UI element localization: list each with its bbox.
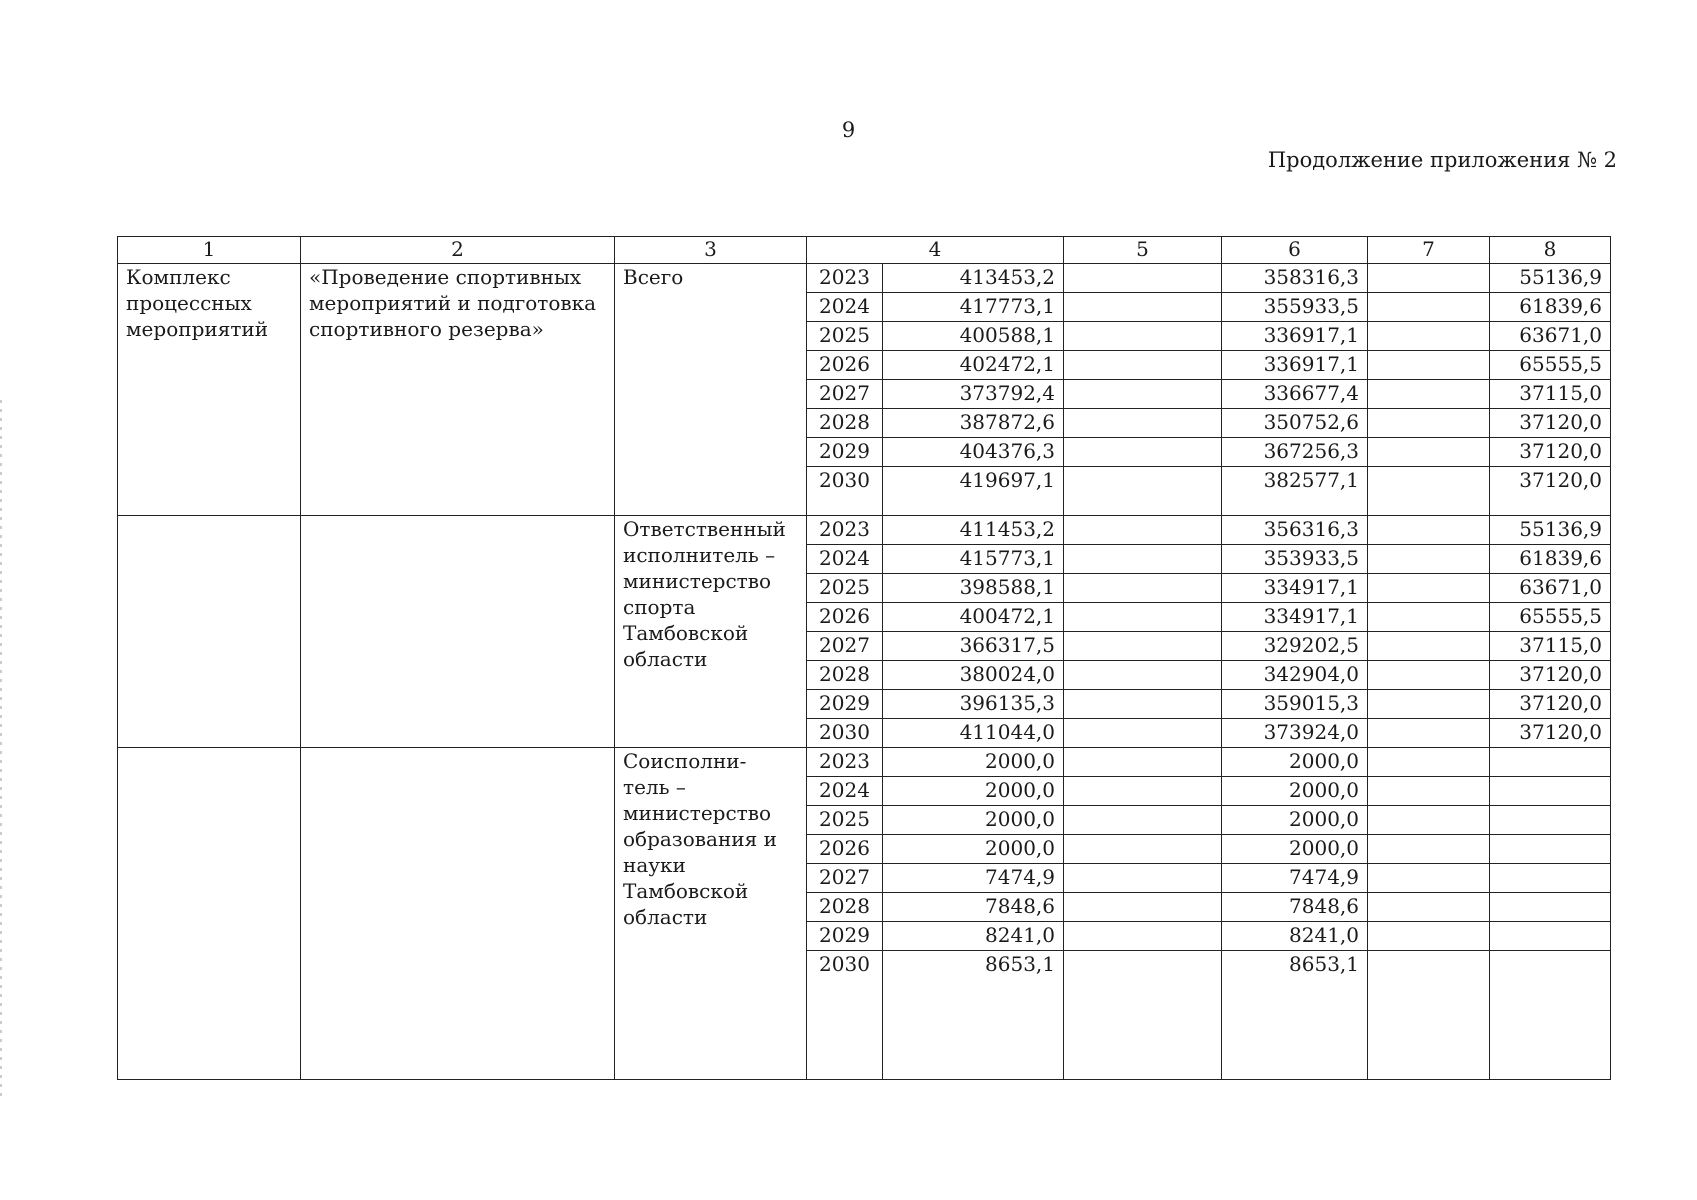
column-number-row (118, 237, 1611, 264)
executor-cell-line: образования и (623, 827, 777, 851)
program-type-cell-line: мероприятий (126, 317, 269, 341)
col8-cell (1490, 893, 1611, 922)
total-cell: 380024,0 (883, 661, 1064, 690)
col8-cell: 61839,6 (1490, 293, 1611, 322)
total-cell: 373792,4 (883, 380, 1064, 409)
col8-cell: 61839,6 (1490, 545, 1611, 574)
col7-cell (1368, 777, 1490, 806)
total-cell: 2000,0 (883, 835, 1064, 864)
col6-cell: 7848,6 (1222, 893, 1368, 922)
col5-cell (1064, 380, 1222, 409)
table-row (118, 264, 1611, 293)
program-type-cell (118, 748, 301, 1080)
col8-cell: 37120,0 (1490, 719, 1611, 748)
col7-cell (1368, 351, 1490, 380)
year-cell: 2025 (807, 322, 883, 351)
col5-cell (1064, 893, 1222, 922)
program-type-cell-line: процессных (126, 291, 252, 315)
year-cell: 2029 (807, 690, 883, 719)
column-header: 5 (1064, 237, 1222, 264)
page-number: 9 (841, 118, 856, 142)
year-cell: 2027 (807, 380, 883, 409)
total-cell: 417773,1 (883, 293, 1064, 322)
executor-cell (615, 516, 807, 748)
year-cell: 2027 (807, 864, 883, 893)
total-cell: 2000,0 (883, 748, 1064, 777)
budget-table (117, 236, 1611, 1080)
col6-cell: 2000,0 (1222, 806, 1368, 835)
col6-cell: 2000,0 (1222, 748, 1368, 777)
col6-cell: 336917,1 (1222, 322, 1368, 351)
col6-cell: 2000,0 (1222, 835, 1368, 864)
year-cell: 2028 (807, 893, 883, 922)
col5-cell (1064, 835, 1222, 864)
col7-cell (1368, 380, 1490, 409)
col6-cell: 8653,1 (1222, 951, 1368, 1080)
col5-cell (1064, 264, 1222, 293)
executor-cell-line: области (623, 647, 708, 671)
col7-cell (1368, 409, 1490, 438)
col8-cell: 37115,0 (1490, 380, 1611, 409)
column-header: 4 (807, 237, 1064, 264)
col6-cell: 353933,5 (1222, 545, 1368, 574)
col8-cell (1490, 835, 1611, 864)
year-cell: 2029 (807, 922, 883, 951)
year-cell: 2024 (807, 777, 883, 806)
col7-cell (1368, 922, 1490, 951)
col7-cell (1368, 951, 1490, 1080)
program-name-cell-line: «Проведение спортивных (309, 265, 582, 289)
executor-cell-line: исполнитель – (623, 543, 776, 567)
total-cell: 400588,1 (883, 322, 1064, 351)
year-cell: 2030 (807, 467, 883, 516)
col5-cell (1064, 603, 1222, 632)
program-name-cell (301, 264, 615, 516)
executor-cell-line: Ответственный (623, 517, 786, 541)
col5-cell (1064, 806, 1222, 835)
table-body (118, 264, 1611, 1080)
col8-cell: 63671,0 (1490, 322, 1611, 351)
col6-cell: 356316,3 (1222, 516, 1368, 545)
col8-cell (1490, 806, 1611, 835)
table-row (118, 516, 1611, 545)
col6-cell: 367256,3 (1222, 438, 1368, 467)
table-row (118, 748, 1611, 777)
executor-cell-line: науки (623, 853, 686, 877)
year-cell: 2023 (807, 516, 883, 545)
col7-cell (1368, 264, 1490, 293)
executor-cell-line: спорта (623, 595, 696, 619)
col7-cell (1368, 467, 1490, 516)
total-cell: 411044,0 (883, 719, 1064, 748)
year-cell: 2029 (807, 438, 883, 467)
col6-cell: 382577,1 (1222, 467, 1368, 516)
col6-cell: 342904,0 (1222, 661, 1368, 690)
total-cell: 415773,1 (883, 545, 1064, 574)
year-cell: 2023 (807, 748, 883, 777)
column-header: 8 (1490, 237, 1611, 264)
col6-cell: 373924,0 (1222, 719, 1368, 748)
col5-cell (1064, 661, 1222, 690)
col7-cell (1368, 893, 1490, 922)
col8-cell: 37120,0 (1490, 438, 1611, 467)
col8-cell: 37120,0 (1490, 409, 1611, 438)
col5-cell (1064, 864, 1222, 893)
col8-cell: 55136,9 (1490, 264, 1611, 293)
col5-cell (1064, 409, 1222, 438)
executor-cell-line: области (623, 905, 708, 929)
program-type-cell (118, 516, 301, 748)
col7-cell (1368, 438, 1490, 467)
col7-cell (1368, 545, 1490, 574)
col7-cell (1368, 864, 1490, 893)
appendix-continuation-label: Продолжение приложения № 2 (1267, 148, 1617, 172)
col7-cell (1368, 322, 1490, 351)
total-cell: 419697,1 (883, 467, 1064, 516)
year-cell: 2025 (807, 574, 883, 603)
total-cell: 8653,1 (883, 951, 1064, 1080)
col6-cell: 334917,1 (1222, 603, 1368, 632)
col5-cell (1064, 516, 1222, 545)
program-name-cell-line: мероприятий и подготовка (309, 291, 597, 315)
total-cell: 2000,0 (883, 777, 1064, 806)
year-cell: 2026 (807, 351, 883, 380)
total-cell: 402472,1 (883, 351, 1064, 380)
col6-cell: 7474,9 (1222, 864, 1368, 893)
executor-cell (615, 264, 807, 516)
total-cell: 366317,5 (883, 632, 1064, 661)
col8-cell: 37115,0 (1490, 632, 1611, 661)
year-cell: 2028 (807, 661, 883, 690)
column-header: 6 (1222, 237, 1368, 264)
col7-cell (1368, 661, 1490, 690)
executor-cell-line: Тамбовской (623, 879, 749, 903)
col8-cell: 65555,5 (1490, 603, 1611, 632)
col7-cell (1368, 690, 1490, 719)
program-type-cell-line: Комплекс (126, 265, 231, 289)
total-cell: 7848,6 (883, 893, 1064, 922)
col5-cell (1064, 777, 1222, 806)
col8-cell (1490, 748, 1611, 777)
col5-cell (1064, 748, 1222, 777)
col6-cell: 358316,3 (1222, 264, 1368, 293)
total-cell: 8241,0 (883, 922, 1064, 951)
year-cell: 2030 (807, 951, 883, 1080)
column-header: 2 (301, 237, 615, 264)
col8-cell: 65555,5 (1490, 351, 1611, 380)
year-cell: 2025 (807, 806, 883, 835)
total-cell: 7474,9 (883, 864, 1064, 893)
col7-cell (1368, 516, 1490, 545)
col5-cell (1064, 467, 1222, 516)
total-cell: 400472,1 (883, 603, 1064, 632)
col8-cell (1490, 951, 1611, 1080)
col6-cell: 336677,4 (1222, 380, 1368, 409)
executor-cell-line: министерство (623, 801, 772, 825)
year-cell: 2026 (807, 835, 883, 864)
executor-cell-line: Соисполни- (623, 749, 747, 773)
col5-cell (1064, 632, 1222, 661)
col7-cell (1368, 835, 1490, 864)
year-cell: 2028 (807, 409, 883, 438)
total-cell: 2000,0 (883, 806, 1064, 835)
column-header: 1 (118, 237, 301, 264)
col7-cell (1368, 603, 1490, 632)
col6-cell: 334917,1 (1222, 574, 1368, 603)
total-cell: 387872,6 (883, 409, 1064, 438)
executor-cell-line: Всего (623, 265, 684, 289)
col7-cell (1368, 806, 1490, 835)
col7-cell (1368, 719, 1490, 748)
col8-cell (1490, 777, 1611, 806)
col6-cell: 350752,6 (1222, 409, 1368, 438)
col5-cell (1064, 351, 1222, 380)
col7-cell (1368, 574, 1490, 603)
total-cell: 404376,3 (883, 438, 1064, 467)
column-header: 3 (615, 237, 807, 264)
col8-cell (1490, 922, 1611, 951)
executor-cell-line: тель – (623, 775, 686, 799)
col5-cell (1064, 438, 1222, 467)
col5-cell (1064, 951, 1222, 1080)
executor-cell (615, 748, 807, 1080)
col6-cell: 336917,1 (1222, 351, 1368, 380)
col8-cell: 37120,0 (1490, 467, 1611, 516)
year-cell: 2027 (807, 632, 883, 661)
col6-cell: 329202,5 (1222, 632, 1368, 661)
executor-cell-line: Тамбовской (623, 621, 749, 645)
year-cell: 2023 (807, 264, 883, 293)
col8-cell (1490, 864, 1611, 893)
column-header: 7 (1368, 237, 1490, 264)
program-name-cell-line: спортивного резерва» (309, 317, 544, 341)
col5-cell (1064, 545, 1222, 574)
year-cell: 2026 (807, 603, 883, 632)
col7-cell (1368, 748, 1490, 777)
col5-cell (1064, 574, 1222, 603)
col8-cell: 55136,9 (1490, 516, 1611, 545)
col8-cell: 63671,0 (1490, 574, 1611, 603)
total-cell: 413453,2 (883, 264, 1064, 293)
col8-cell: 37120,0 (1490, 690, 1611, 719)
col6-cell: 2000,0 (1222, 777, 1368, 806)
executor-cell-line: министерство (623, 569, 772, 593)
total-cell: 411453,2 (883, 516, 1064, 545)
col6-cell: 355933,5 (1222, 293, 1368, 322)
total-cell: 398588,1 (883, 574, 1064, 603)
col8-cell: 37120,0 (1490, 661, 1611, 690)
col7-cell (1368, 293, 1490, 322)
year-cell: 2024 (807, 545, 883, 574)
program-name-cell (301, 516, 615, 748)
year-cell: 2024 (807, 293, 883, 322)
col6-cell: 8241,0 (1222, 922, 1368, 951)
col5-cell (1064, 690, 1222, 719)
scan-edge-mark (0, 400, 2, 1100)
col5-cell (1064, 719, 1222, 748)
col5-cell (1064, 293, 1222, 322)
total-cell: 396135,3 (883, 690, 1064, 719)
year-cell: 2030 (807, 719, 883, 748)
program-type-cell (118, 264, 301, 516)
col5-cell (1064, 922, 1222, 951)
col6-cell: 359015,3 (1222, 690, 1368, 719)
program-name-cell (301, 748, 615, 1080)
col7-cell (1368, 632, 1490, 661)
col5-cell (1064, 322, 1222, 351)
